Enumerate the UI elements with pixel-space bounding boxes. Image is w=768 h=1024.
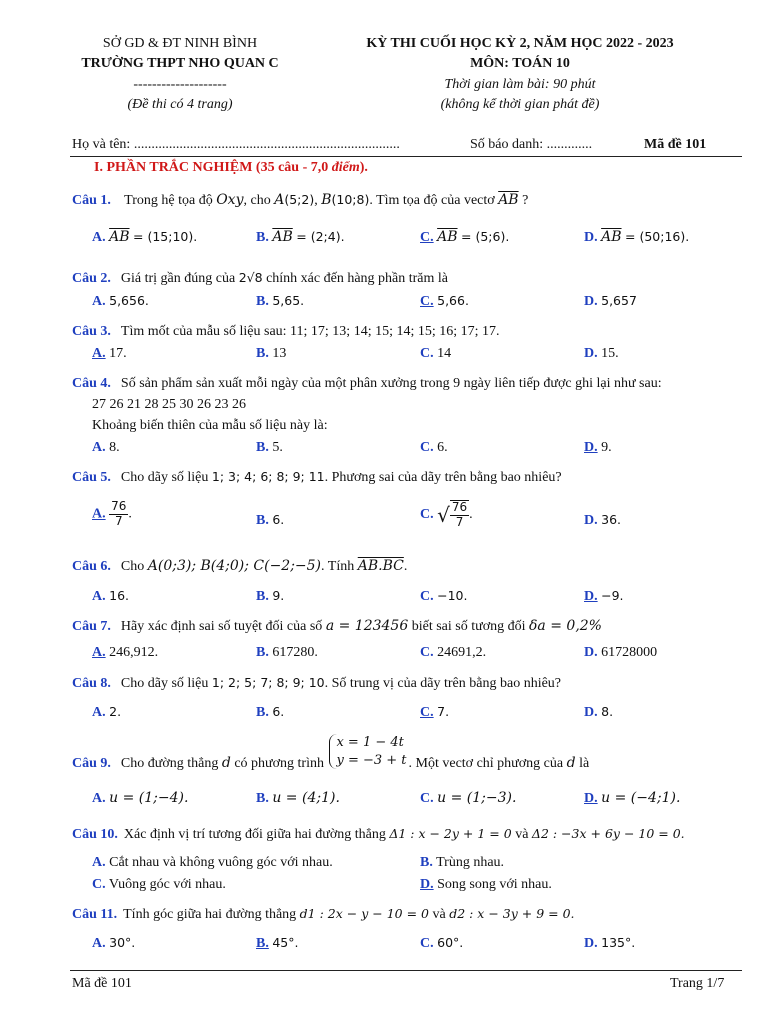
q7-option-d[interactable]: D. 61728000 bbox=[584, 645, 658, 660]
question-10: Câu 10. Xác định vị trí tương đối giữa hai đường thẳng Δ1 : x − 2y + 1 = 0 và Δ2 : −3x + 6y − 10 = 0. bbox=[72, 826, 685, 842]
q4-option-b[interactable]: B. 5. bbox=[256, 440, 283, 455]
q11-option-d[interactable]: D. 135°. bbox=[584, 935, 636, 951]
q4-option-d[interactable]: D. 9. bbox=[584, 440, 612, 455]
q10-option-d[interactable]: D. Song song với nhau. bbox=[420, 877, 552, 892]
footer-exam-code: Mã đề 101 bbox=[72, 976, 132, 991]
question-2: Câu 2. Giá trị gần đúng của 2√8 chính xác đến hàng phần trăm là bbox=[72, 270, 449, 286]
q1-option-a[interactable]: A. $\overline{AB}$ = (15;10). bbox=[92, 229, 198, 245]
q4-data: 27 26 21 28 25 30 26 23 26 bbox=[92, 397, 246, 412]
question-4: Câu 4. Số sản phẩm sản xuất mỗi ngày của một phân xưởng trong 9 ngày liên tiếp được ghi lại như sau: bbox=[72, 376, 662, 391]
header-rule bbox=[70, 156, 742, 157]
q11-option-a[interactable]: A. 30°. bbox=[92, 935, 136, 951]
q3-option-d[interactable]: D. 15. bbox=[584, 346, 619, 361]
q9-option-b[interactable]: B. u = (4;1). bbox=[256, 790, 340, 806]
q5-option-a[interactable]: A. $\frac{76}{7}$ . bbox=[92, 499, 132, 528]
question-7: Câu 7. Hãy xác định sai số tuyệt đối của số a = 123456 biết sai số tương đối δa = 0,2% bbox=[72, 618, 602, 634]
question-8: Câu 8. Cho dãy số liệu 1; 2; 5; 7; 8; 9; 10. Số trung vị của dãy trên bằng bao nhiêu? bbox=[72, 675, 562, 691]
q3-option-c[interactable]: C. 14 bbox=[420, 346, 452, 361]
q8-option-c[interactable]: C. 7. bbox=[420, 704, 450, 720]
q8-option-b[interactable]: B. 6. bbox=[256, 704, 285, 720]
footer-rule bbox=[70, 970, 742, 971]
question-11: Câu 11. Tính góc giữa hai đường thẳng d1 : 2x − y − 10 = 0 và d2 : x − 3y + 9 = 0. bbox=[72, 906, 575, 922]
q5-option-b[interactable]: B. 6. bbox=[256, 512, 285, 528]
q6-option-d[interactable]: D. −9. bbox=[584, 588, 624, 604]
q10-option-a[interactable]: A. Cắt nhau và không vuông góc với nhau. bbox=[92, 855, 333, 870]
q5-option-c[interactable]: C. √ $\frac{76}{7}$ . bbox=[420, 500, 473, 529]
q10-option-c[interactable]: C. Vuông góc với nhau. bbox=[92, 877, 226, 892]
exam-time: Thời gian làm bài: 90 phút bbox=[444, 77, 596, 92]
question-3: Câu 3. Tìm mốt của mẫu số liệu sau: 11; 17; 13; 14; 15; 14; 15; 16; 17; 17. bbox=[72, 324, 500, 339]
footer-page-number: Trang 1/7 bbox=[670, 976, 725, 991]
section-title: I. PHẦN TRẮC NGHIỆM (35 câu - 7,0 điểm). bbox=[94, 160, 368, 175]
exam-time-note: (không kể thời gian phát đề) bbox=[440, 97, 600, 112]
q2-option-c[interactable]: C. 5,66. bbox=[420, 293, 469, 309]
q9-option-a[interactable]: A. u = (1;−4). bbox=[92, 790, 189, 806]
q6-option-c[interactable]: C. −10. bbox=[420, 588, 468, 604]
page-count-note: (Đề thi có 4 trang) bbox=[127, 97, 233, 112]
school-name: TRƯỜNG THPT NHO QUAN C bbox=[81, 56, 279, 71]
q1-option-d[interactable]: D. $\overline{AB}$ = (50;16). bbox=[584, 229, 690, 245]
q1-option-c[interactable]: C. $\overline{AB}$ = (5;6). bbox=[420, 229, 510, 245]
question-6: Câu 6. Cho A(0;3); B(4;0); C(−2;−5). Tính AB.BC. bbox=[72, 558, 408, 574]
header-dashes: -------------------- bbox=[133, 77, 227, 92]
exam-title: KỲ THI CUỐI HỌC KỲ 2, NĂM HỌC 2022 - 2023 bbox=[366, 36, 674, 51]
q4-option-c[interactable]: C. 6. bbox=[420, 440, 448, 455]
q2-option-a[interactable]: A. 5,656. bbox=[92, 293, 149, 309]
q4-prompt: Khoảng biến thiên của mẫu số liệu này là: bbox=[92, 418, 328, 433]
question-5: Câu 5. Cho dãy số liệu 1; 3; 4; 6; 8; 9; 11. Phương sai của dãy trên bằng bao nhiêu? bbox=[72, 469, 562, 485]
q7-option-b[interactable]: B. 617280. bbox=[256, 645, 318, 660]
exam-subject: MÔN: TOÁN 10 bbox=[470, 56, 570, 71]
q5-option-d[interactable]: D. 36. bbox=[584, 512, 622, 528]
question-9: Câu 9. Cho đường thẳng d có phương trình x = 1 − 4t y = −3 + t . Một vectơ chỉ phương của d là bbox=[72, 735, 590, 771]
q10-option-b[interactable]: B. Trùng nhau. bbox=[420, 855, 505, 870]
q9-option-d[interactable]: D. u = (−4;1). bbox=[584, 790, 681, 806]
student-id-field: Số báo danh: ............. bbox=[470, 137, 593, 152]
q7-option-c[interactable]: C. 24691,2. bbox=[420, 645, 487, 660]
q8-option-d[interactable]: D. 8. bbox=[584, 704, 614, 720]
q1-option-b[interactable]: B. $\overline{AB}$ = (2;4). bbox=[256, 229, 345, 245]
q11-option-b[interactable]: B. 45°. bbox=[256, 935, 299, 951]
exam-code: Mã đề 101 bbox=[644, 137, 707, 152]
q3-option-b[interactable]: B. 13 bbox=[256, 346, 287, 361]
q2-option-b[interactable]: B. 5,65. bbox=[256, 293, 305, 309]
question-1: Câu 1. Trong hệ tọa độ Oxy, cho A(5;2), B(10;8). Tìm tọa độ của vectơ $\overline{AB}$ ? bbox=[72, 192, 529, 208]
q6-option-a[interactable]: A. 16. bbox=[92, 588, 130, 604]
q7-option-a[interactable]: A. 246,912. bbox=[92, 645, 159, 660]
q9-option-c[interactable]: C. u = (1;−3). bbox=[420, 790, 517, 806]
department-name: SỞ GD & ĐT NINH BÌNH bbox=[102, 36, 258, 51]
q3-option-a[interactable]: A. 17. bbox=[92, 346, 127, 361]
q11-option-c[interactable]: C. 60°. bbox=[420, 935, 464, 951]
q8-option-a[interactable]: A. 2. bbox=[92, 704, 122, 720]
q4-option-a[interactable]: A. 8. bbox=[92, 440, 120, 455]
student-name-field: Họ và tên: ............................................................................ bbox=[72, 137, 400, 152]
q6-option-b[interactable]: B. 9. bbox=[256, 588, 285, 604]
q2-option-d[interactable]: D. 5,657 bbox=[584, 293, 637, 309]
